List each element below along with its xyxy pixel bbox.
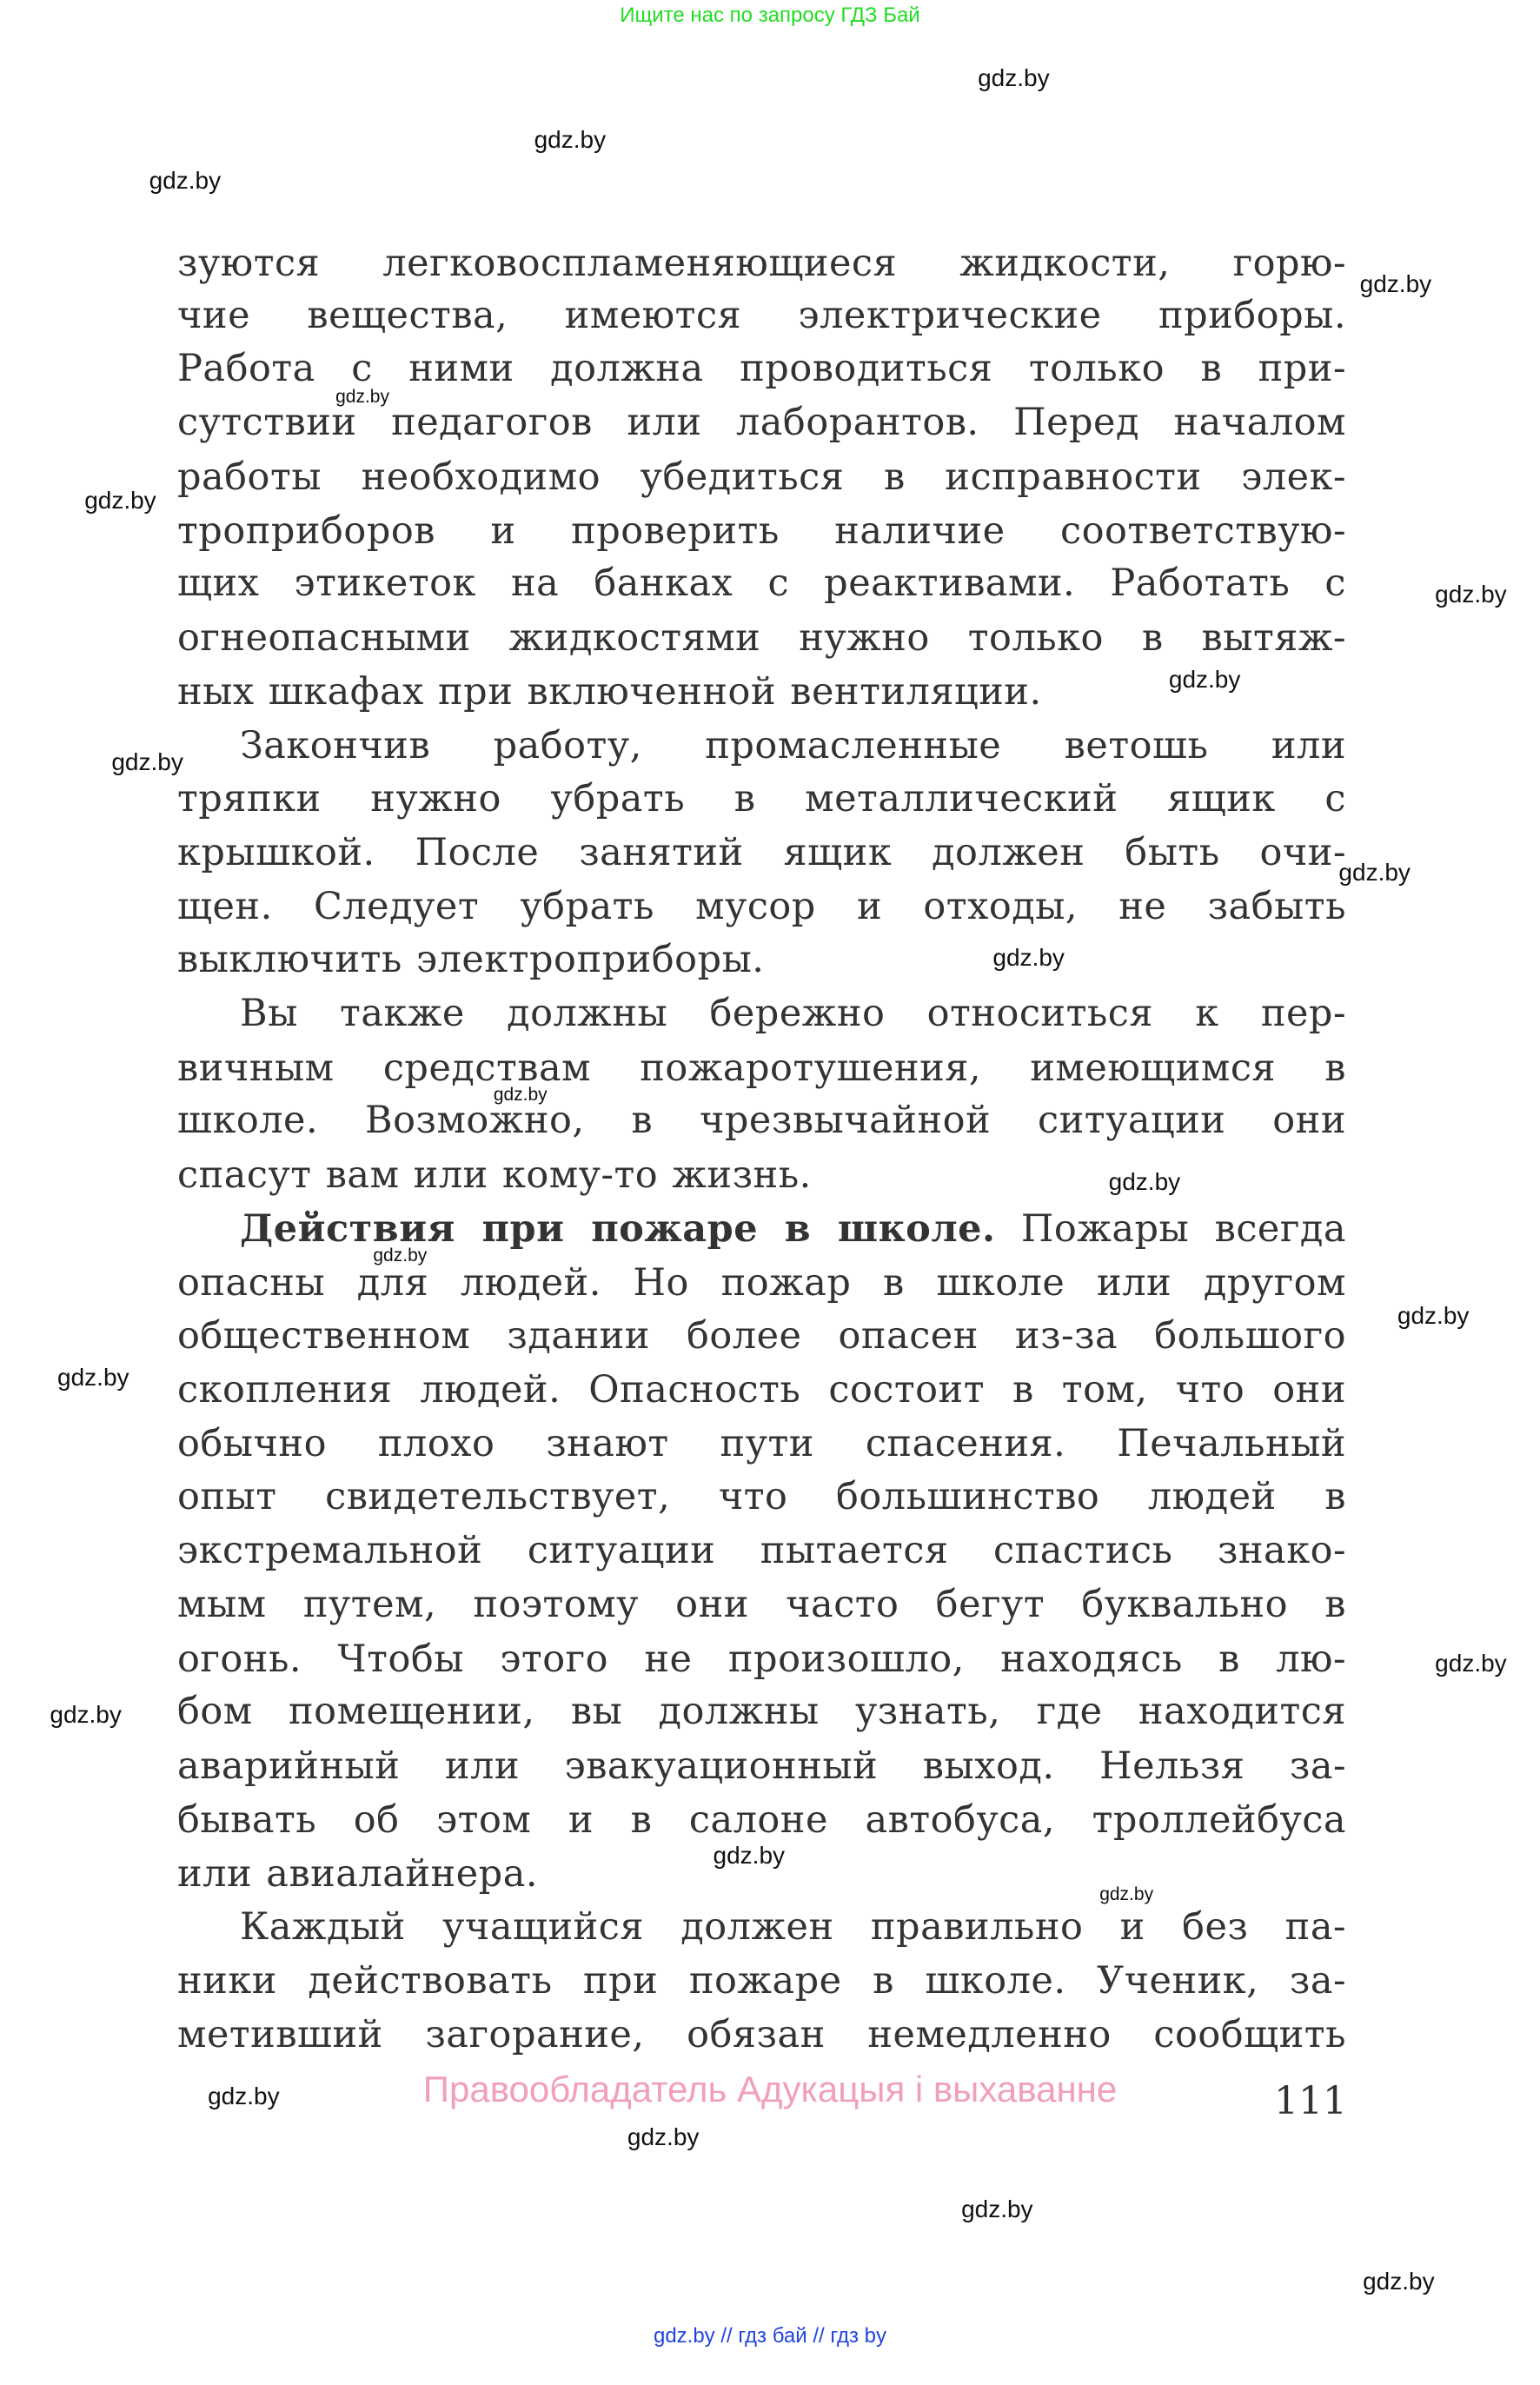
text-line: троприборов и проверить наличие соответствую- [177, 508, 1346, 553]
gdz-watermark: gdz.by [978, 63, 1050, 91]
text-line: школе. Возможно, в чрезвычайной ситуации они [177, 1099, 1346, 1143]
text-line: аварийный или эвакуационный выход. Нельзя за- [177, 1744, 1346, 1788]
gdz-watermark: gdz.by [1338, 858, 1411, 886]
text-line: бом помещении, вы должны узнать, где находится [177, 1690, 1346, 1734]
gdz-watermark: gdz.by [1397, 1302, 1470, 1330]
text-line: чие вещества, имеются электрические приборы. [177, 294, 1346, 338]
gdz-watermark: gdz.by [992, 944, 1065, 972]
text-line: Закончив работу, промасленные ветошь или [240, 724, 1346, 768]
text-line: ники действовать при пожаре в школе. Ученик, за- [177, 1959, 1346, 2003]
text-line: щих этикеток на банках с реактивами. Работать с [177, 561, 1346, 606]
text-line: экстремальной ситуации пытается спастись знако- [177, 1529, 1346, 1573]
text-line: мым путем, поэтому они часто бегут буквально в [177, 1583, 1346, 1627]
gdz-watermark: gdz.by [493, 1084, 548, 1105]
gdz-watermark: gdz.by [335, 386, 389, 407]
text-line: обычно плохо знают пути спасения. Печальный [177, 1422, 1346, 1466]
gdz-watermark: gdz.by [627, 2123, 700, 2151]
gdz-watermark: gdz.by [1108, 1168, 1181, 1196]
gdz-watermark: gdz.by [1435, 580, 1507, 608]
gdz-watermark: gdz.by [1435, 1649, 1507, 1677]
text-line: Каждый учащийся должен правильно и без па- [240, 1904, 1346, 1949]
section-heading: Действия при пожаре в школе. [240, 1206, 996, 1251]
gdz-watermark: gdz.by [713, 1842, 786, 1870]
gdz-watermark: gdz.by [1359, 270, 1432, 298]
text-line: метивший загорание, обязан немедленно сообщить [177, 2013, 1346, 2057]
text-line: или авиалайнера. [177, 1852, 538, 1897]
text-line: Работа с ними должна проводиться только в при- [177, 346, 1346, 390]
line-text: Пожары всегда [995, 1206, 1346, 1251]
text-line: опыт свидетельствует, что большинство людей в [177, 1474, 1346, 1518]
text-line: вичным средствам пожаротушения, имеющимся в [177, 1046, 1346, 1090]
copyright-owner-footer: Правообладатель Адукацыя і выхаванне [422, 2069, 1118, 2109]
text-line: опасны для людей. Но пожар в школе или другом [177, 1261, 1346, 1305]
text-line-with-heading [177, 1202, 1346, 1256]
gdz-watermark: gdz.by [208, 2083, 280, 2110]
gdz-watermark: gdz.by [111, 748, 183, 776]
gdz-watermark: gdz.by [149, 166, 222, 194]
gdz-watermark: gdz.by [373, 1245, 428, 1266]
text-line: выключить электроприборы. [177, 938, 765, 982]
page-number: 111 [1274, 2079, 1347, 2123]
text-line: крышкой. После занятий ящик должен быть очи- [177, 831, 1346, 875]
gdz-watermark: gdz.by [50, 1700, 122, 1728]
gdz-watermark: gdz.by [84, 487, 156, 515]
text-line: зуются легковоспламеняющиеся жидкости, горю- [177, 241, 1346, 285]
gdz-watermark: gdz.by [961, 2196, 1033, 2223]
text-line: щен. Следует убрать мусор и отходы, не забыть [177, 885, 1346, 929]
text-line: Вы также должны бережно относиться к пер- [240, 992, 1346, 1036]
text-line: работы необходимо убедиться в исправности элек- [177, 455, 1346, 499]
gdz-watermark: gdz.by [534, 125, 607, 153]
text-line: скопления людей. Опасность состоит в том, что они [177, 1367, 1346, 1412]
text-line: тряпки нужно убрать в металлический ящик с [177, 776, 1346, 820]
text-line: ных шкафах при включенной вентиляции. [177, 670, 1042, 714]
search-hint-banner: Ищите нас по запросу ГДЗ Бай [620, 3, 920, 27]
text-line: спасут вам или кому-то жизнь. [177, 1153, 812, 1197]
gdz-watermark: gdz.by [1099, 1884, 1154, 1905]
bottom-links[interactable]: gdz.by // гдз бай // гдз by [653, 2324, 887, 2348]
gdz-watermark: gdz.by [1363, 2268, 1435, 2295]
gdz-watermark: gdz.by [1168, 666, 1241, 694]
text-line: сутствии педагогов или лаборантов. Перед началом [177, 401, 1346, 445]
text-line: общественном здании более опасен из-за большого [177, 1313, 1346, 1358]
text-line: огнеопасными жидкостями нужно только в вытяж- [177, 615, 1346, 660]
gdz-watermark: gdz.by [57, 1364, 129, 1392]
text-line: бывать об этом и в салоне автобуса, троллейбуса [177, 1797, 1346, 1842]
text-line: огонь. Чтобы этого не произошло, находясь в лю- [177, 1637, 1346, 1681]
